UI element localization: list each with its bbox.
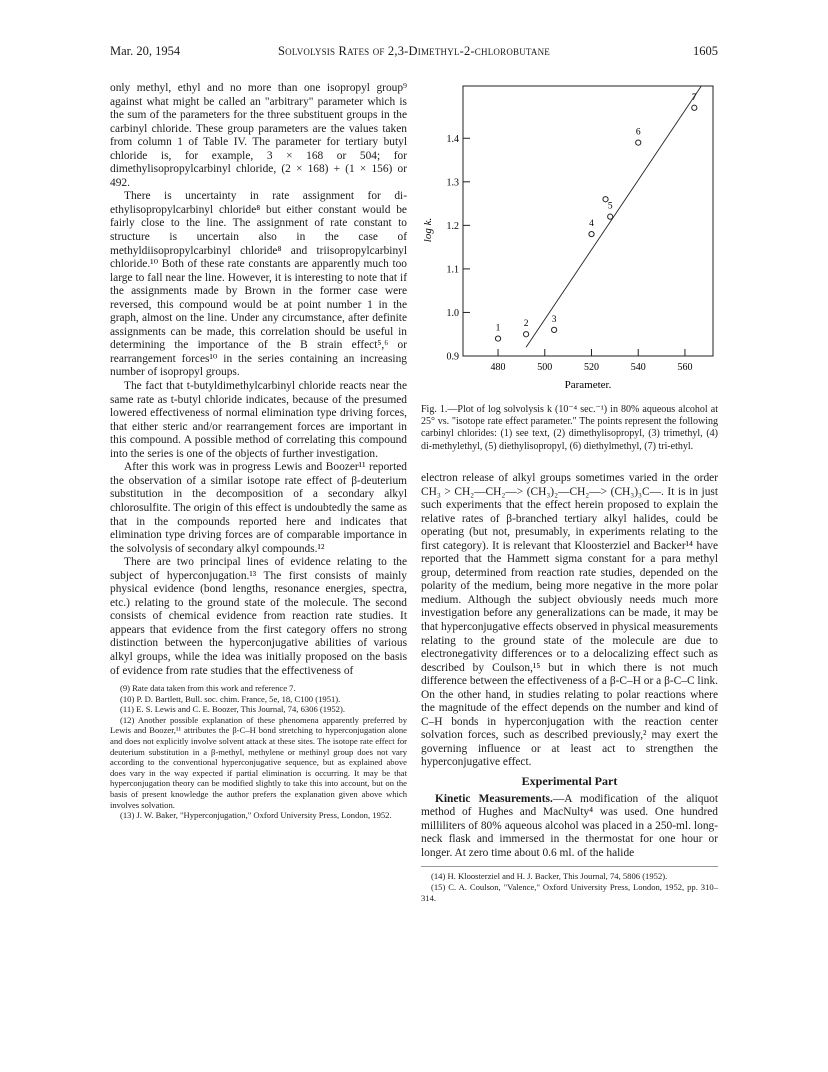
body-paragraph: After this work was in progress Lewis and Boozer¹¹ reported the observation of a similar isotope rate effect of β-deuterium substitution in the decomposition of a secondary alkyl chlorosulfite. The origin of this effect is undoubtedly the same as that in the compounds reported here and indicates that elimination type driving forces are of comparable importance in the solvolysis of secondary alkyl compounds.¹² <box>110 461 407 555</box>
section-heading: Experimental Part <box>521 774 618 789</box>
left-column <box>110 82 407 821</box>
y-tick-label: 1.1 <box>446 264 459 276</box>
figure-caption: Fig. 1.—Plot of log solvolysis k (10⁻⁴ sec.⁻¹) in 80% aqueous alcohol at 25° vs. "isotope rate effect parameter." The points represent the following carbinyl chlorides: (1) see text, (2) dimethylisopropyl, (3) trimethyl, (4) di-methylethyl, (5) diethylisopropyl, (6) diethylmethyl, (7) tri-ethyl. <box>421 404 718 452</box>
figure-1-chart <box>421 80 721 400</box>
point-label: 1 <box>495 323 501 334</box>
header-title: Solvolysis Rates of 2,3-Dimethyl-2-chlorobutane <box>277 44 550 58</box>
footnotes <box>421 866 718 903</box>
page-number: 1605 <box>693 44 718 58</box>
body-paragraph: There is uncertainty in rate assignment for di-ethylisopropylcarbinyl chloride⁸ but either constant would be fairly close to the line. The assignment of rate constant to structure is uncertain also in the case of methyldiisopropylcarbinyl chloride⁸ and triisopropylcarbinyl chloride.¹⁰ Both of these rate constants are apparently much too large to fall near the line. However, it is interesting to note that if the assignments made by Brown in the former case were reversed, this compound would be at point number 1 in the graph, almost on the line. Under any circumstance, after definite assignments can be made, this correlation should be useful in determining the importance of the B strain effect⁵,⁶ or rearrangement forces¹⁰ in the series containing an increasing number of isopropyl groups. <box>110 190 407 379</box>
body-text: —A modification of the aliquot method of Hughes and MacNulty⁴ was used. One hundred milliliters of 80% aqueous alcohol was placed in a 250-ml. long-neck flask and immersed in the thermostat for one hour or longer. At zero time about 0.6 ml. of the halide <box>421 792 719 859</box>
footnote: (15) C. A. Coulson, "Valence," Oxford University Press, London, 1952, pp. 310–314. <box>421 881 718 903</box>
data-point <box>608 214 613 219</box>
body-paragraph <box>421 793 718 861</box>
x-tick-label: 520 <box>584 362 600 373</box>
scatter-plot <box>421 80 721 400</box>
x-tick-label: 500 <box>537 362 553 373</box>
footnotes <box>110 683 407 821</box>
footnote: (14) H. Kloosterziel and H. J. Backer, This Journal, 74, 5806 (1952). <box>431 871 668 882</box>
point-label: 4 <box>589 219 594 230</box>
footnote: (9) Rate data taken from this work and reference 7. <box>120 683 296 694</box>
x-tick-label: 480 <box>490 362 506 373</box>
footnote: (10) P. D. Bartlett, Bull. soc. chim. France, 5e, 18, C100 (1951). <box>120 693 341 704</box>
data-point <box>495 336 500 341</box>
plot-frame <box>463 86 713 356</box>
body-paragraph: electron release of alkyl groups sometimes varied in the order CH₃ > CH₂—CH₂—> (CH₃)₂—CH₂—> (CH₃)₃C—. It is in just such experiments that the effect herein proposed to explain the relative rates of β-branched tertiary alkyl halides, could be operating (but not, presumably, in experiments relating to the first category). It is relevant that Kloosterziel and Backer¹⁴ have reported that the Hammett sigma constant for a para methyl group, determined from reaction rate studies, depended on the polarity of the medium, being more negative in the more polar medium. Although the subject obviously needs much more investigation before any generalizations can be made, it may be that hyperconjugative effects observed in physical measurements relating to the ground state of the molecule are due to electronegativity differences or to a delocalizing effect such as described by Coulson,¹⁵ but in which there is not much difference between the effectiveness of a β-C–H or a β-C–C link. On the other hand, in studies relating to polar reactions where the magnitude of the effect depends on the number and kind of C–H bonds in hyperconjugation with the reaction center solvation forces, such as described previously,² may exert the governing influence or at least act to strengthen the hyperconjugative effect. <box>421 472 718 769</box>
y-tick-label: 0.9 <box>446 351 459 363</box>
run-in-heading: Kinetic Measurements. <box>435 792 553 805</box>
right-column <box>421 472 718 903</box>
body-paragraph: The fact that t-butyldimethylcarbinyl chloride reacts near the same rate as t-butyl chloride indicates, because of the presumed lowered effectiveness of normal elimination type driving forces, that either steric and/or rearrangement forces are important in this compound. A possible method of correlating this compound into the series is one of the objects of further investigation. <box>110 380 407 460</box>
data-point <box>589 231 594 236</box>
point-label: 7 <box>691 92 697 103</box>
x-tick-label: 540 <box>630 362 646 373</box>
y-tick-label: 1.3 <box>446 177 459 189</box>
y-tick-label: 1.2 <box>446 220 459 232</box>
point-label: 5 <box>607 201 613 212</box>
point-label: 2 <box>523 319 529 330</box>
data-point <box>636 140 641 145</box>
footnote: (12) Another possible explanation of these phenomena apparently preferred by Lewis and Boozer,¹¹ attributes the β-C–H bond stretching to hyperconjugation alone and does not explicitly involve solvent attack at these sites. The isotope rate effect for deuterium substitution in a β-methyl, methylene or methinyl group does not vary according to the conventional hyperconjugative sequence, but as explained above does vary in the way expected if partial elimination is occurring. It may be that hyperconjugation theory can be modified slightly to take this into account, but on the basis of present knowledge the author prefers the explanation given above which involves solvation. <box>110 714 407 810</box>
y-tick-label: 1.0 <box>446 307 459 319</box>
x-axis-label: Parameter. <box>564 379 612 391</box>
y-tick-label: 1.4 <box>446 133 459 145</box>
body-paragraph: There are two principal lines of evidence relating to the subject of hyperconjugation.¹³ The first consists of mainly physical evidence (bond lengths, resonance energies, spectra, etc.) relating to the ground state of the molecule. The second consists of chemical evidence from reaction rate studies. It appears that evidence from the first category offers no strong distinction between the hyperconjugative abilities of various alkyl groups, while the idea was initially proposed on the basis of evidence from rate studies that the effectiveness of <box>110 556 407 677</box>
header-date: Mar. 20, 1954 <box>110 44 181 58</box>
y-axis-label: log k. <box>422 217 434 243</box>
data-point <box>523 332 528 337</box>
point-label: 6 <box>635 127 641 138</box>
x-tick-label: 560 <box>677 362 693 373</box>
data-point <box>603 197 608 202</box>
body-paragraph: only methyl, ethyl and no more than one isopropyl group⁹ against what might be called an "arbitrary" parameter which is the sum of the parameters for the three substituent groups in the carbinyl chloride. These group parameters are the values taken from column 1 of Table IV. The parameter for tertiary butyl chloride is, for example, 3 × 168 or 504; for dimethylisopropylcarbinyl chloride, (2 × 168) + (1 × 156) or 492. <box>110 82 407 189</box>
data-point <box>552 327 557 332</box>
footnote: (11) E. S. Lewis and C. E. Boozer, This Journal, 74, 6306 (1952). <box>120 704 345 715</box>
point-label: 3 <box>551 314 557 325</box>
fit-line <box>523 86 701 347</box>
footnote: (13) J. W. Baker, "Hyperconjugation," Oxford University Press, London, 1952. <box>120 810 392 821</box>
data-point <box>692 105 697 110</box>
